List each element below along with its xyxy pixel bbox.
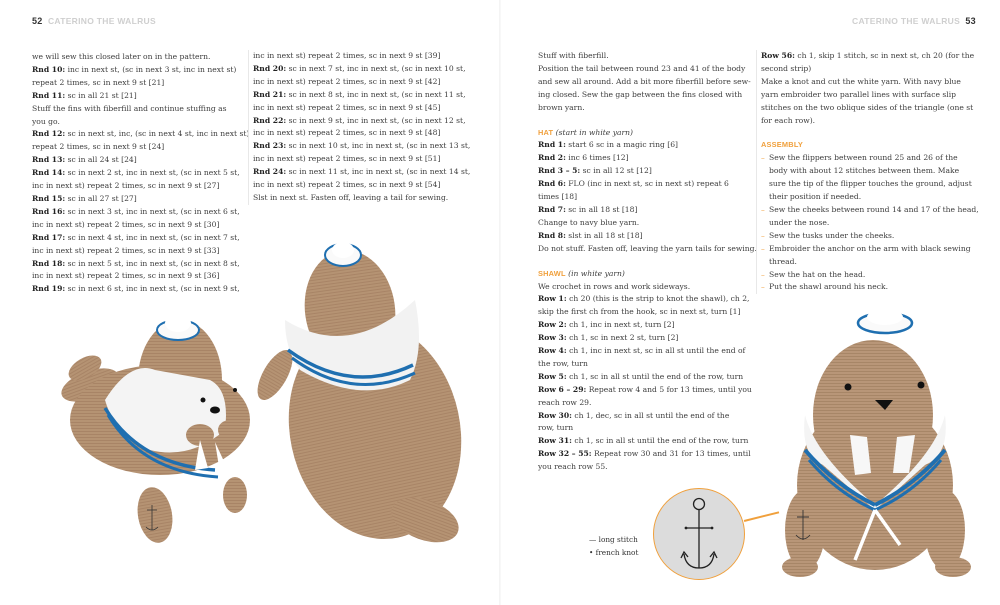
round-label: Rnd 1:: [538, 140, 566, 150]
pattern-line: Rnd 16: sc in next 3 st, inc in next st, (sc in next 6 st,: [32, 206, 240, 216]
round-label: Row 3:: [538, 333, 567, 343]
pattern-line: Rnd 13: sc in all 24 st [24]: [32, 155, 137, 165]
anchor-icon: [653, 488, 745, 580]
pattern-line: you reach row 55.: [538, 462, 608, 472]
assembly-step: – Embroider the anchor on the arm with black sewing: [761, 243, 976, 256]
pattern-line: Row 2: ch 1, inc in next st, turn [2]: [538, 320, 675, 330]
round-label: Row 2:: [538, 320, 567, 330]
pattern-line: Rnd 22: sc in next 9 st, inc in next st, (sc in next 12 st,: [253, 115, 466, 125]
pattern-line: brown yarn.: [538, 102, 585, 112]
pattern-line: repeat 2 times, sc in next 9 st [24]: [32, 142, 165, 152]
pattern-line: Row 31: ch 1, sc in all st until the end of the row, turn: [538, 436, 749, 446]
pattern-line: for each row).: [761, 115, 816, 125]
round-label: Rnd 20:: [253, 63, 287, 73]
dash-bullet-icon: –: [761, 153, 765, 163]
round-label: Rnd 21:: [253, 89, 287, 99]
section-heading: [761, 139, 976, 152]
dash-bullet-icon: –: [761, 230, 765, 240]
round-label: Rnd 6:: [538, 179, 566, 189]
pattern-line: Rnd 6: FLO (inc in next st, sc in next st) repeat 6: [538, 179, 729, 189]
walrus-photo-pair: [30, 230, 500, 560]
dash-bullet-icon: –: [761, 204, 765, 214]
pattern-line: Rnd 7: sc in all 18 st [18]: [538, 204, 638, 214]
assembly-step: – Sew the flippers between round 25 and 26 of the: [761, 152, 976, 165]
assembly-step: under the nose.: [769, 217, 830, 227]
pattern-line: inc in next st) repeat 2 times, sc in next 9 st [30]: [32, 219, 220, 229]
pattern-line: Rnd 23: sc in next 10 st, inc in next st, (sc in next 13 st,: [253, 141, 471, 151]
round-label: Rnd 18:: [32, 258, 66, 268]
pattern-line: second strip): [761, 63, 812, 73]
pattern-line: Row 5: ch 1, sc in all st until the end of the row, turn: [538, 371, 744, 381]
pattern-line: Slst in next st. Fasten off, leaving a tail for sewing.: [253, 192, 449, 202]
pattern-line: Rnd 17: sc in next 4 st, inc in next st, (sc in next 7 st,: [32, 232, 240, 242]
walrus-back-figure: [251, 242, 481, 555]
round-label: Row 30:: [538, 410, 572, 420]
page-number: 52: [32, 16, 43, 26]
round-label: Rnd 8:: [538, 230, 566, 240]
pattern-line: Rnd 12: sc in next st, inc, (sc in next 4 st, inc in next st): [32, 129, 250, 139]
pattern-line: inc in next st) repeat 2 times, sc in next 9 st [45]: [253, 102, 441, 112]
pattern-line: Rnd 2: inc 6 times [12]: [538, 153, 629, 163]
round-label: Row 32 – 55:: [538, 449, 592, 459]
dash-bullet-icon: –: [761, 282, 765, 292]
pattern-line: the row, turn: [538, 358, 588, 368]
round-label: Rnd 16:: [32, 206, 66, 216]
spacer: [538, 256, 750, 268]
assembly-step: thread.: [769, 256, 797, 266]
pattern-line: Row 32 – 55: Repeat row 30 and 31 for 13 times, until: [538, 449, 751, 459]
pattern-line: Position the tail between round 23 and 41 of the body: [538, 63, 746, 73]
round-label: Rnd 10:: [32, 64, 66, 74]
left-running-head: [32, 16, 156, 26]
pattern-line: reach row 29.: [538, 397, 592, 407]
section-title: HAT: [538, 127, 554, 137]
round-label: Rnd 23:: [253, 141, 287, 151]
pattern-line: Rnd 20: sc in next 7 st, inc in next st, (sc in next 10 st,: [253, 63, 466, 73]
pattern-line: Row 56: ch 1, skip 1 stitch, sc in next st, ch 20 (for the: [761, 51, 975, 60]
dash-bullet-icon: –: [761, 243, 765, 253]
round-label: Rnd 13:: [32, 155, 66, 165]
pattern-line: Rnd 24: sc in next 11 st, inc in next st, (sc in next 14 st,: [253, 167, 471, 177]
pattern-column-3: [538, 50, 757, 474]
round-label: Rnd 12:: [32, 129, 66, 139]
pattern-line: stitches on the two oblique sides of the triangle (one st: [761, 102, 974, 112]
running-title: CATERINO THE WALRUS: [852, 16, 961, 26]
pattern-line: Rnd 15: sc in all 27 st [27]: [32, 193, 137, 203]
round-label: Rnd 14:: [32, 168, 66, 178]
pattern-line: Row 30: ch 1, dec, sc in all st until the end of the: [538, 410, 730, 420]
pattern-line: inc in next st) repeat 2 times, sc in next 9 st [33]: [32, 245, 220, 255]
section-subtitle: (start in white yarn): [553, 127, 634, 137]
round-label: Row 1:: [538, 294, 567, 304]
page-number: 53: [965, 16, 976, 26]
pattern-line: Do not stuff. Fasten off, leaving the yarn tails for sewing.: [538, 243, 757, 253]
pattern-line: inc in next st) repeat 2 times, sc in next 9 st [54]: [253, 180, 441, 190]
round-label: Rnd 24:: [253, 167, 287, 177]
pattern-line: inc in next st) repeat 2 times, sc in next 9 st [27]: [32, 181, 220, 191]
pattern-line: times [18]: [538, 192, 578, 202]
pattern-line: Row 3: ch 1, sc in next 2 st, turn [2]: [538, 333, 679, 343]
pattern-line: skip the first ch from the hook, sc in next st, turn [1]: [538, 307, 741, 317]
assembly-step: sure the tip of the flipper touches the ground, adjust: [769, 179, 972, 189]
pattern-line: Stuff with fiberfill.: [538, 51, 609, 60]
walrus-lying-figure: [57, 314, 250, 546]
assembly-step: their position if needed.: [769, 192, 862, 202]
pattern-line: Stuff the fins with fiberfill and continue stuffing as: [32, 103, 227, 113]
pattern-line: inc in next st) repeat 2 times, sc in next 9 st [48]: [253, 128, 441, 138]
pattern-line: and sew all around. Add a bit more fiberfill before sew-: [538, 76, 751, 86]
pattern-line: you go.: [32, 116, 60, 126]
round-label: Rnd 3 – 5:: [538, 166, 581, 176]
pattern-line: repeat 2 times, sc in next 9 st [21]: [32, 77, 165, 87]
pattern-line: inc in next st) repeat 2 times, sc in next 9 st [51]: [253, 154, 441, 164]
legend-long-stitch: — long stitch: [589, 535, 638, 544]
section-heading: [538, 268, 750, 281]
dash-bullet-icon: –: [761, 269, 765, 279]
legend-french-knot: • french knot: [589, 548, 639, 557]
pattern-line: we will sew this closed later on in the pattern.: [32, 52, 211, 61]
pattern-line: Rnd 21: sc in next 8 st, inc in next st, (sc in next 11 st,: [253, 89, 466, 99]
round-label: Rnd 15:: [32, 193, 66, 203]
pattern-line: Change to navy blue yarn.: [538, 217, 640, 227]
pattern-line: Rnd 14: sc in next 2 st, inc in next st, (sc in next 5 st,: [32, 168, 240, 178]
pattern-line: Rnd 11: sc in all 21 st [21]: [32, 90, 137, 100]
walrus-photo-standing: [775, 305, 975, 600]
round-label: Row 56:: [761, 51, 795, 60]
pattern-line: Rnd 1: start 6 sc in a magic ring [6]: [538, 140, 679, 150]
round-label: Rnd 22:: [253, 115, 287, 125]
pattern-line: inc in next st) repeat 2 times, sc in next 9 st [39]: [253, 51, 441, 60]
pattern-line: inc in next st) repeat 2 times, sc in next 9 st [36]: [32, 271, 220, 281]
pattern-line: Row 4: ch 1, inc in next st, sc in all st until the end of: [538, 346, 746, 356]
section-title: SHAWL: [538, 268, 566, 278]
section-subtitle: (in white yarn): [565, 268, 625, 278]
pattern-line: Row 6 – 29: Repeat row 4 and 5 for 13 times, until you: [538, 384, 752, 394]
assembly-step: – Put the shawl around his neck.: [761, 281, 976, 294]
pattern-line: Row 1: ch 20 (this is the strip to knot the shawl), ch 2,: [538, 294, 750, 304]
pattern-line: yarn embroider two parallel lines with surface slip: [761, 89, 956, 99]
pattern-line: Rnd 10: inc in next st, (sc in next 3 st, inc in next st): [32, 64, 237, 74]
pattern-line: Make a knot and cut the white yarn. With navy blue: [761, 76, 961, 86]
pattern-line: row, turn: [538, 423, 574, 433]
pattern-column-2: [248, 50, 471, 205]
round-label: Row 6 – 29:: [538, 384, 587, 394]
round-label: Rnd 11:: [32, 90, 66, 100]
assembly-step: – Sew the hat on the head.: [761, 269, 976, 282]
stitch-legend: [589, 533, 638, 559]
anchor-diagram: [653, 488, 745, 580]
pattern-line: ing closed. Sew the gap between the fins closed with: [538, 89, 743, 99]
pattern-line: Rnd 3 – 5: sc in all 12 st [12]: [538, 166, 652, 176]
assembly-step: body with about 12 stitches between them. Make: [769, 166, 960, 176]
spacer: [538, 115, 750, 127]
pattern-line: Rnd 19: sc in next 6 st, inc in next st, (sc in next 9 st,: [32, 284, 240, 294]
pattern-line: Rnd 18: sc in next 5 st, inc in next st, (sc in next 8 st,: [32, 258, 240, 268]
pattern-column-4: [756, 50, 979, 294]
running-title: CATERINO THE WALRUS: [47, 16, 156, 26]
assembly-step: – Sew the cheeks between round 14 and 17 of the head,: [761, 204, 976, 217]
spacer: [761, 127, 976, 139]
round-label: Rnd 19:: [32, 284, 66, 294]
section-title: ASSEMBLY: [761, 140, 803, 150]
round-label: Rnd 2:: [538, 153, 566, 163]
round-label: Row 31:: [538, 436, 572, 446]
round-label: Row 4:: [538, 346, 567, 356]
round-label: Row 5:: [538, 371, 567, 381]
right-running-head: [852, 16, 976, 26]
round-label: Rnd 7:: [538, 204, 566, 214]
round-label: Rnd 17:: [32, 232, 66, 242]
assembly-step: – Sew the tusks under the cheeks.: [761, 230, 976, 243]
pattern-line: Rnd 8: slst in all 18 st [18]: [538, 230, 643, 240]
section-heading: [538, 127, 750, 140]
pattern-line: We crochet in rows and work sideways.: [538, 281, 691, 291]
pattern-line: inc in next st) repeat 2 times, sc in next 9 st [42]: [253, 76, 441, 86]
